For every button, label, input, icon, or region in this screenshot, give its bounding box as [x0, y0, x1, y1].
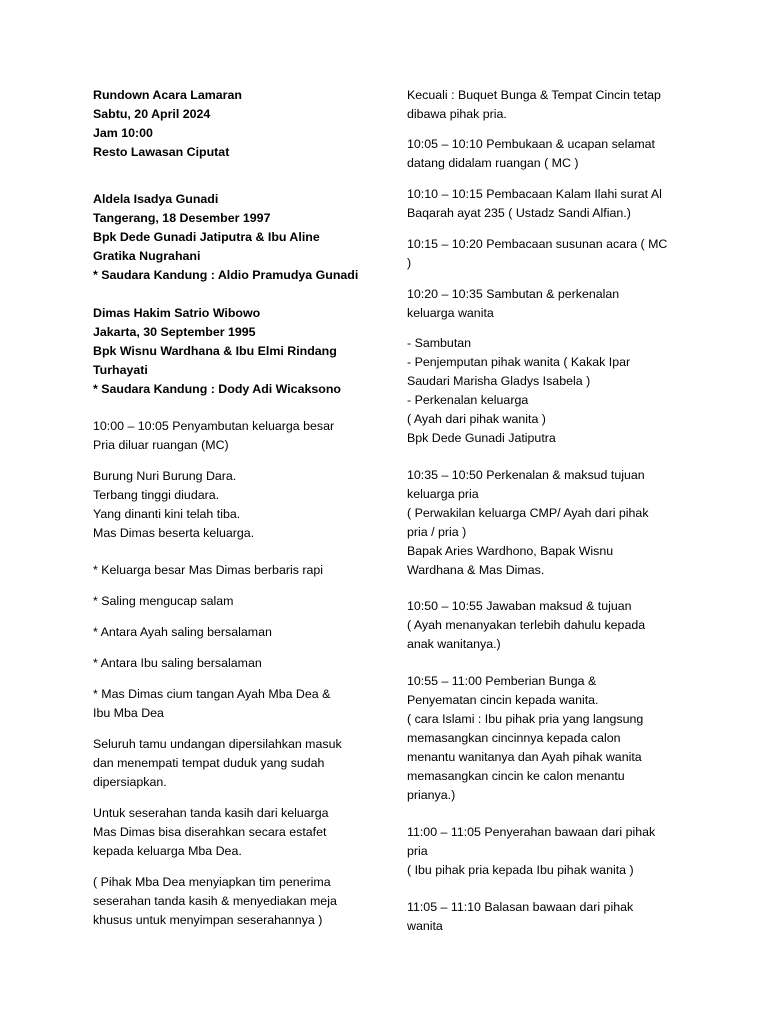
text-line: Untuk seserahan tanda kasih dari keluarga — [93, 806, 329, 820]
text-line: 10:35 – 10:50 Perkenalan & maksud tujuan — [407, 468, 645, 482]
text-line: 10:15 – 10:20 Pembacaan susunan acara ( MC — [407, 237, 668, 251]
text-line: * Mas Dimas cium tangan Ayah Mba Dea & — [93, 687, 331, 701]
text-line: khusus untuk menyimpan seserahannya ) — [93, 913, 323, 927]
event-header — [93, 86, 242, 162]
text-line: - Sambutan — [407, 336, 472, 350]
text-line: Aldela Isadya Gunadi — [93, 192, 219, 206]
text-line: Seluruh tamu undangan dipersilahkan masuk — [93, 737, 342, 751]
text-line: 10:05 – 10:10 Pembukaan & ucapan selamat — [407, 137, 655, 151]
groom-details — [93, 304, 341, 399]
text-line: Dimas Hakim Satrio Wibowo — [93, 306, 261, 320]
text-line: Saudari Marisha Gladys Isabela ) — [407, 374, 591, 388]
text-line: Wardhana & Mas Dimas. — [407, 563, 545, 577]
bullet-line-up — [93, 561, 323, 580]
text-line: Resto Lawasan Ciputat — [93, 145, 230, 159]
pantun-poem — [93, 467, 254, 543]
text-line: Bpk Dede Gunadi Jatiputra & Ibu Aline — [93, 230, 320, 244]
schedule-opening — [407, 135, 655, 173]
text-line: * Antara Ibu saling bersalaman — [93, 656, 262, 670]
text-line: anak wanitanya.) — [407, 637, 501, 651]
bride-details — [93, 190, 358, 285]
text-line: Pria diluar ruangan (MC) — [93, 438, 229, 452]
seserahan-note — [93, 804, 329, 861]
text-line: datang didalam ruangan ( MC ) — [407, 156, 579, 170]
text-line: memasangkan cincinnya kepada calon — [407, 731, 621, 745]
schedule-handover-bride — [407, 898, 633, 936]
text-line: Rundown Acara Lamaran — [93, 88, 242, 102]
text-line: kepada keluarga Mba Dea. — [93, 844, 242, 858]
text-line: Jakarta, 30 September 1995 — [93, 325, 256, 339]
schedule-groom-family-intro — [407, 466, 649, 580]
text-line: dan menempati tempat duduk yang sudah — [93, 756, 325, 770]
text-line: ( Ibu pihak pria kepada Ibu pihak wanita ) — [407, 863, 634, 877]
text-line: * Saudara Kandung : Dody Adi Wicaksono — [93, 382, 341, 396]
text-line: Yang dinanti kini telah tiba. — [93, 507, 241, 521]
text-line: - Perkenalan keluarga — [407, 393, 529, 407]
text-line: ( cara Islami : Ibu pihak pria yang langsung — [407, 712, 644, 726]
exception-note — [407, 86, 661, 124]
schedule-welcome — [93, 417, 334, 455]
text-line: Jam 10:00 — [93, 126, 153, 140]
schedule-bride-family-speech — [407, 285, 619, 323]
text-line: * Saling mengucap salam — [93, 594, 234, 608]
text-line: ) — [407, 256, 412, 270]
text-line: Bpk Wisnu Wardhana & Ibu Elmi Rindang — [93, 344, 337, 358]
text-line: Bpk Dede Gunadi Jatiputra — [407, 431, 556, 445]
text-line: 10:00 – 10:05 Penyambutan keluarga besar — [93, 419, 335, 433]
text-line: memasangkan cincin ke calon menantu — [407, 769, 625, 783]
text-line: Ibu Mba Dea — [93, 706, 164, 720]
text-line: Bapak Aries Wardhono, Bapak Wisnu — [407, 544, 614, 558]
text-line: Mas Dimas beserta keluarga. — [93, 526, 255, 540]
schedule-ring-ceremony — [407, 672, 643, 805]
schedule-quran-recital — [407, 185, 662, 223]
text-line: Gratika Nugrahani — [93, 249, 201, 263]
text-line: 10:50 – 10:55 Jawaban maksud & tujuan — [407, 599, 632, 613]
text-line: 10:10 – 10:15 Pembacaan Kalam Ilahi surat Al — [407, 187, 662, 201]
bullet-greeting — [93, 592, 234, 611]
text-line: Turhayati — [93, 363, 148, 377]
text-line: * Saudara Kandung : Aldio Pramudya Gunadi — [93, 268, 359, 282]
text-line: Terbang tinggi diudara. — [93, 488, 220, 502]
text-line: Baqarah ayat 235 ( Ustadz Sandi Alfian.) — [407, 206, 631, 220]
text-line: ( Pihak Mba Dea menyiapkan tim penerima — [93, 875, 331, 889]
text-line: Tangerang, 18 Desember 1997 — [93, 211, 271, 225]
text-line: 10:20 – 10:35 Sambutan & perkenalan — [407, 287, 620, 301]
schedule-answer — [407, 597, 645, 654]
text-line: 10:55 – 11:00 Pemberian Bunga & — [407, 674, 597, 688]
text-line: Kecuali : Buquet Bunga & Tempat Cincin tetap — [407, 88, 661, 102]
text-line: 11:05 – 11:10 Balasan bawaan dari pihak — [407, 900, 634, 914]
text-line: * Keluarga besar Mas Dimas berbaris rapi — [93, 563, 324, 577]
text-line: pria / pria ) — [407, 525, 467, 539]
text-line: ( Ayah dari pihak wanita ) — [407, 412, 546, 426]
text-line: dibawa pihak pria. — [407, 107, 507, 121]
text-line: Burung Nuri Burung Dara. — [93, 469, 237, 483]
bullet-fathers — [93, 623, 272, 642]
text-line: Mas Dimas bisa diserahkan secara estafet — [93, 825, 327, 839]
schedule-agenda-reading — [407, 235, 667, 273]
text-line: Sabtu, 20 April 2024 — [93, 107, 211, 121]
bullet-mothers — [93, 654, 262, 673]
text-line: 11:00 – 11:05 Penyerahan bawaan dari pihak — [407, 825, 656, 839]
text-line: - Penjemputan pihak wanita ( Kakak Ipar — [407, 355, 631, 369]
text-line: keluarga pria — [407, 487, 479, 501]
bullet-hand-kiss — [93, 685, 330, 723]
text-line: keluarga wanita — [407, 306, 494, 320]
text-line: menantu wanitanya dan Ayah pihak wanita — [407, 750, 642, 764]
text-line: prianya.) — [407, 788, 456, 802]
schedule-handover-groom — [407, 823, 655, 880]
text-line: seserahan tanda kasih & menyediakan meja — [93, 894, 337, 908]
text-line: ( Ayah menanyakan terlebih dahulu kepada — [407, 618, 646, 632]
seserahan-table-note — [93, 873, 337, 930]
text-line: Penyematan cincin kepada wanita. — [407, 693, 599, 707]
text-line: ( Perwakilan keluarga CMP/ Ayah dari pihak — [407, 506, 649, 520]
text-line: pria — [407, 844, 428, 858]
guest-seating-note — [93, 735, 342, 792]
text-line: dipersiapkan. — [93, 775, 167, 789]
speech-details — [407, 334, 630, 448]
text-line: wanita — [407, 919, 443, 933]
text-line: * Antara Ayah saling bersalaman — [93, 625, 272, 639]
